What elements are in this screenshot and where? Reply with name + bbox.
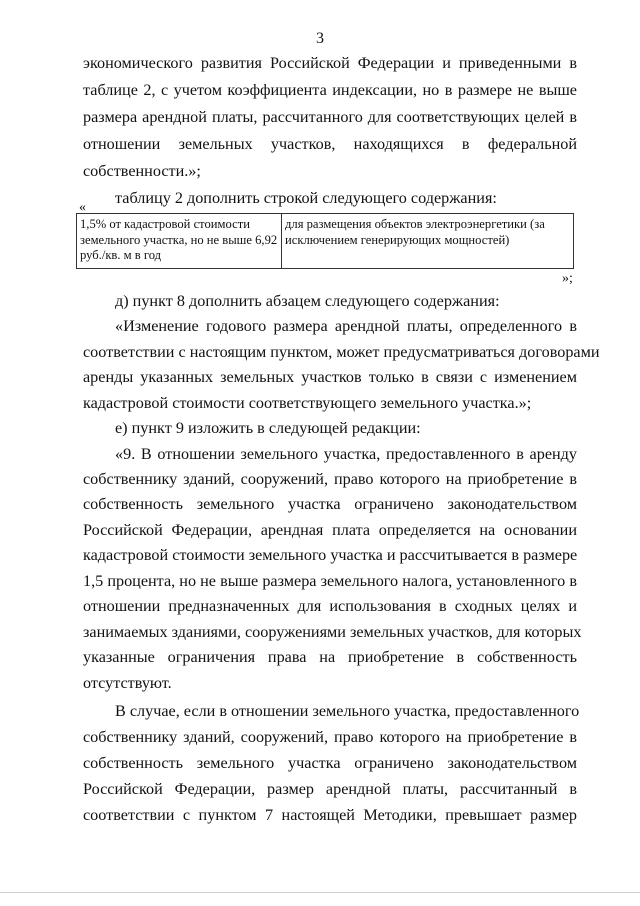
page-bottom-edge — [0, 892, 640, 906]
text-line: «9. В отношении земельного участка, предоставленного в аренду — [115, 445, 577, 463]
inserted-table-row — [76, 213, 574, 269]
text-line: д) пункт 8 дополнить абзацем следующего содержания: — [115, 292, 500, 310]
table-intro-line: таблицу 2 дополнить строкой следующего содержания: — [115, 189, 497, 207]
text-line: аренды указанных земельных участков только в связи с изменением — [83, 368, 577, 386]
text-line: собственнику зданий, сооружений, право которого на приобретение в — [83, 728, 577, 746]
text-line: таблице 2, с учетом коэффициента индексации, но в размере не выше — [83, 81, 577, 99]
table-cell-purpose: для размещения объектов электроэнергетики (за исключением генерирующих мощностей) — [282, 214, 574, 269]
close-quote: »; — [562, 271, 573, 286]
table-cell-rate: 1,5% от кадастровой стоимости земельного участка, но не выше 6,92 руб./кв. м в год — [77, 214, 282, 269]
text-line: собственность земельного участка ограничено законодательством — [83, 495, 577, 513]
text-line: соответствии с настоящим пунктом, может предусматриваться договорами — [83, 343, 600, 361]
text-line: соответствии с пунктом 7 настоящей Методики, превышает размер — [83, 806, 577, 824]
text-line: е) пункт 9 изложить в следующей редакции: — [115, 419, 421, 437]
text-line: «Изменение годового размера арендной платы, определенного в — [115, 317, 577, 335]
text-line: отсутствуют. — [83, 674, 172, 692]
text-line: 1,5 процента, но не выше размера земельного налога, установленного в — [83, 572, 577, 590]
text-line: указанные ограничения права на приобретение в собственность — [83, 648, 577, 666]
text-line: отношении предназначенных для использования в сходных целях и — [83, 597, 577, 615]
open-quote: « — [79, 200, 86, 215]
text-line: кадастровой стоимости земельного участка и рассчитывается в размере — [83, 546, 578, 564]
text-line: занимаемых зданиями, сооружениями земельных участков, для которых — [83, 623, 582, 641]
text-line: собственности.»; — [83, 162, 201, 180]
text-line: собственность земельного участка ограничено законодательством — [83, 754, 577, 772]
text-line: Российской Федерации, размер арендной платы, рассчитанный в — [83, 780, 577, 798]
text-line: Российской Федерации, арендная плата определяется на основании — [83, 521, 577, 539]
text-line: собственнику зданий, сооружений, право которого на приобретение в — [83, 470, 577, 488]
text-line: размера арендной платы, рассчитанного для соответствующих целей в — [83, 108, 577, 126]
text-line: экономического развития Российской Федерации и приведенными в — [83, 54, 577, 72]
text-line: отношении земельных участков, находящихся в федеральной — [83, 135, 577, 153]
page-number: 3 — [316, 30, 324, 47]
text-line: кадастровой стоимости соответствующего земельного участка.»; — [83, 394, 532, 412]
table-row — [77, 214, 574, 269]
text-line: В случае, если в отношении земельного участка, предоставленного — [115, 702, 580, 720]
